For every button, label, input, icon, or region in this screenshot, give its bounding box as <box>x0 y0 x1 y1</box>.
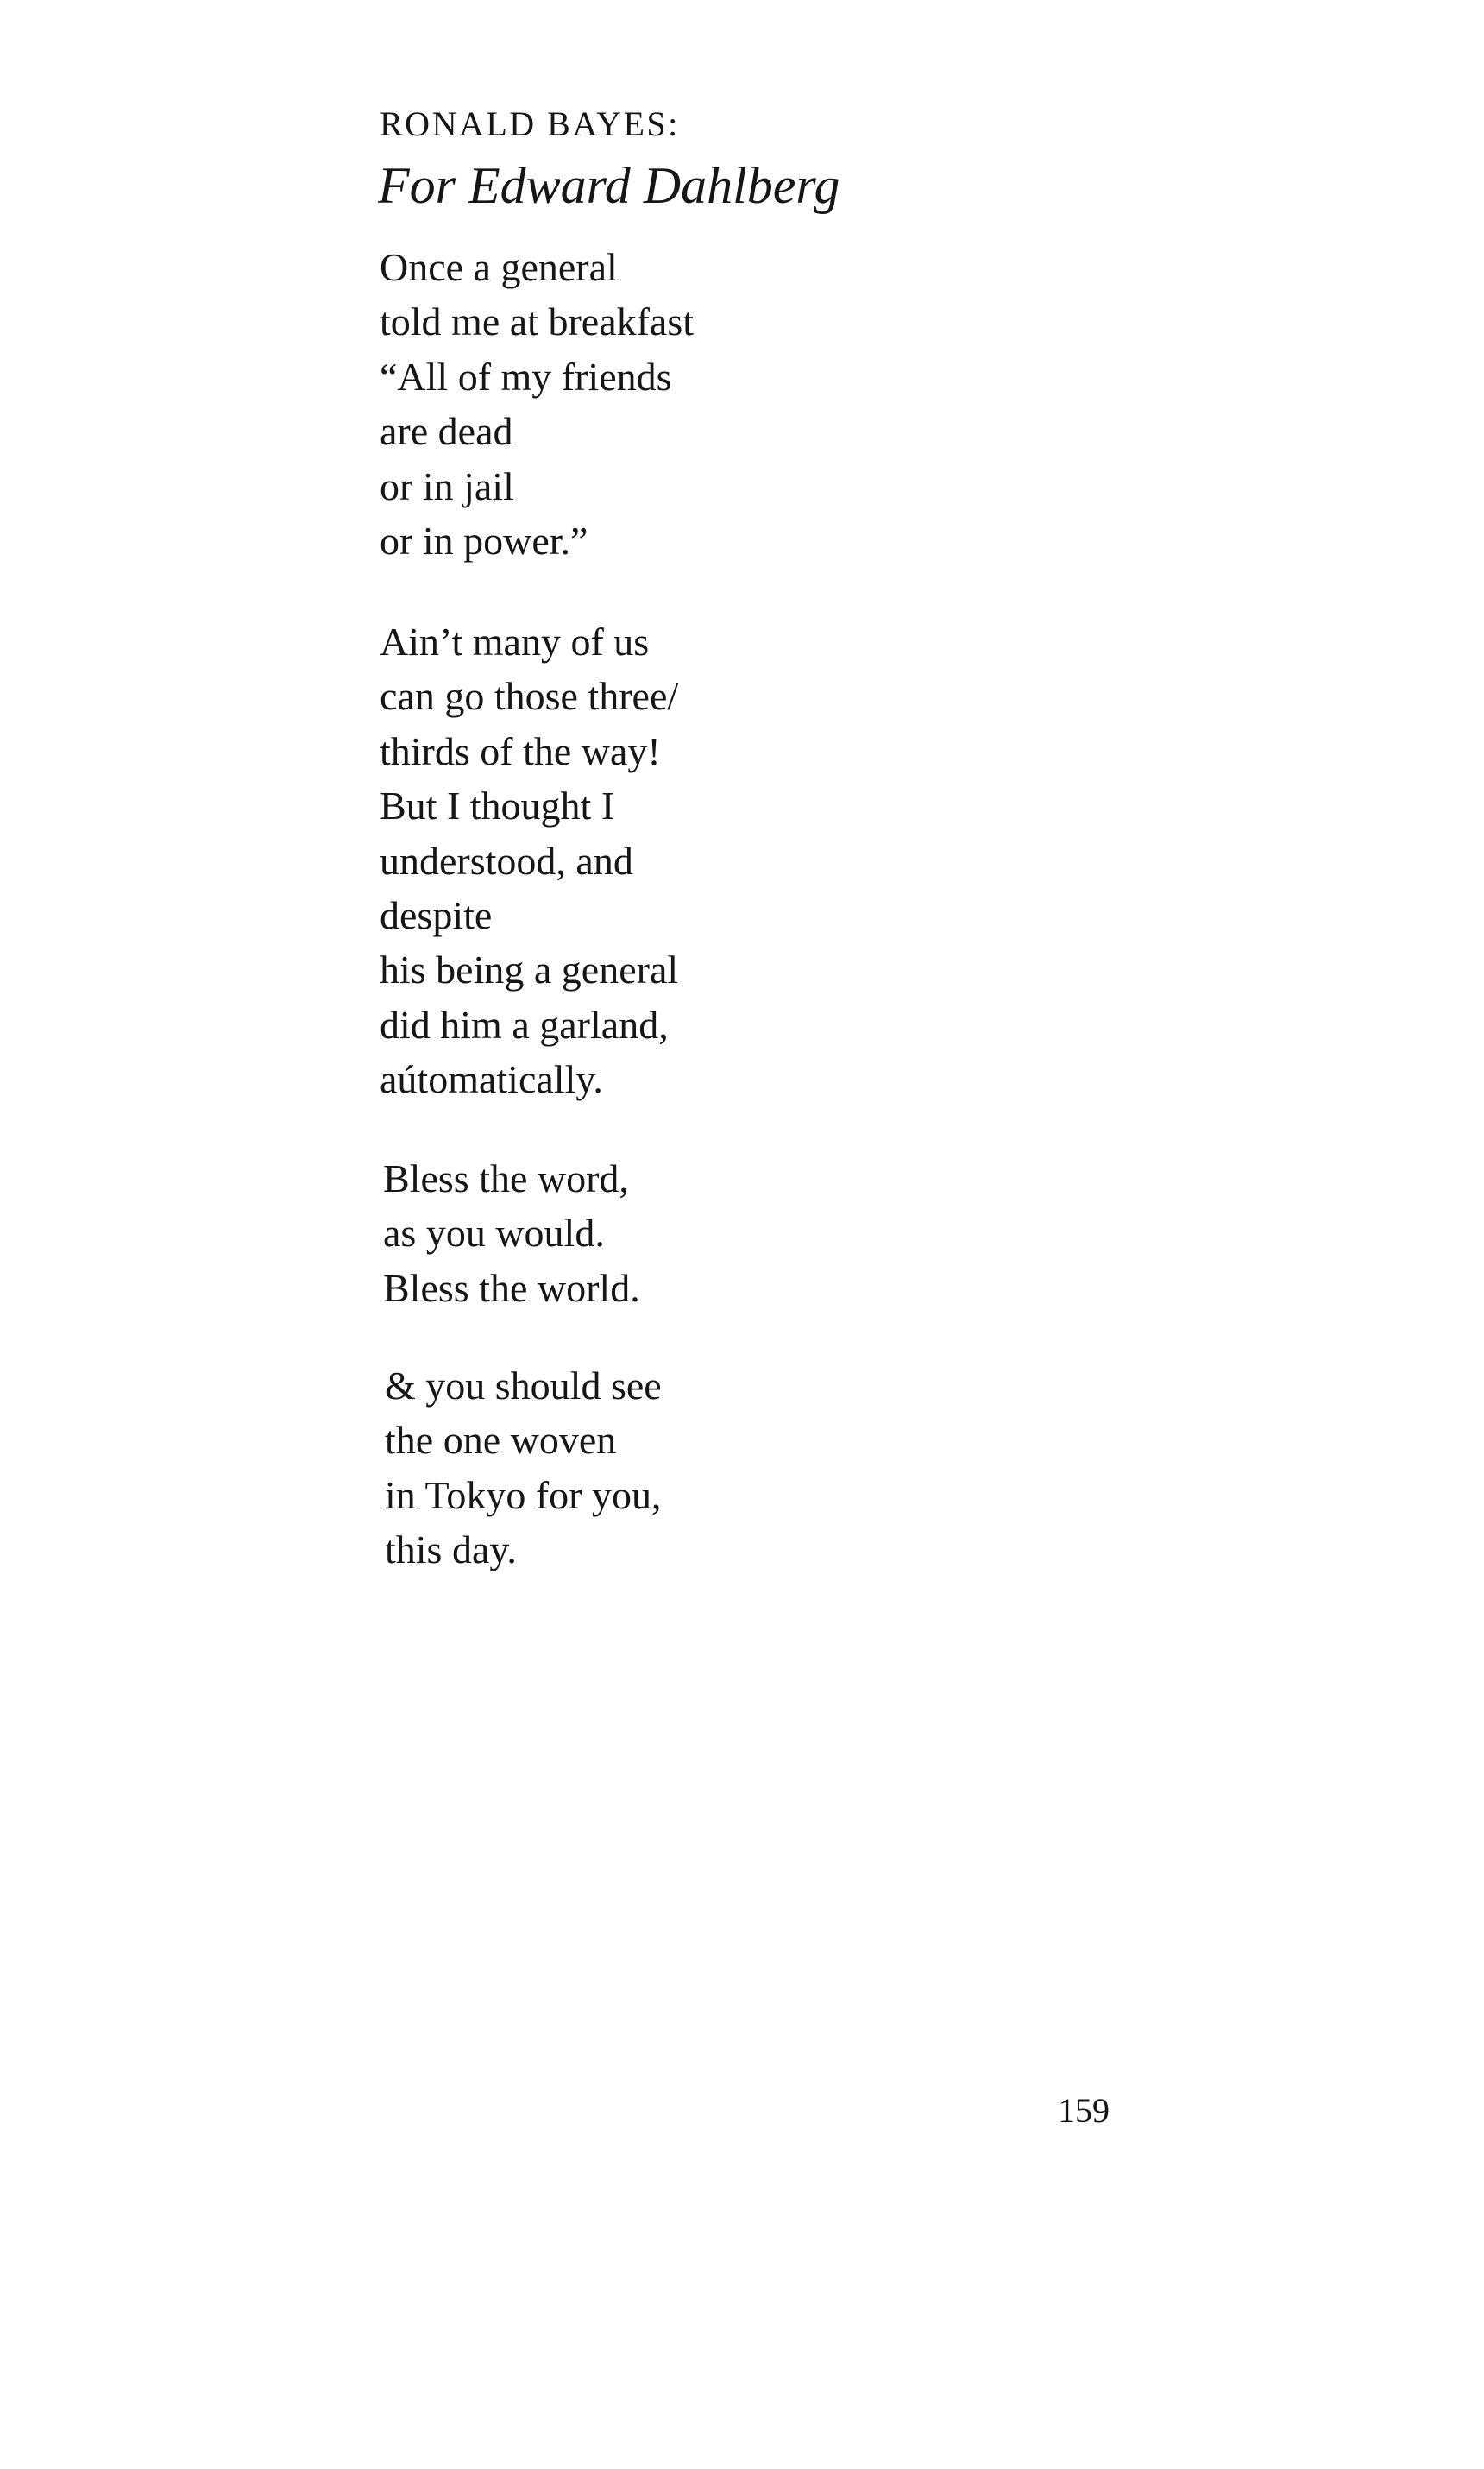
poem-line: Bless the world. <box>383 1265 640 1310</box>
poem-line: this day. <box>385 1527 517 1572</box>
poem-line: Bless the word, <box>383 1156 629 1200</box>
poem-line: thirds of the way! <box>380 728 661 773</box>
page-number: 159 <box>1058 2091 1110 2130</box>
poem-line: & you should see <box>385 1364 662 1408</box>
poem-line: or in power.” <box>380 518 588 563</box>
poem-line: “All of my friends <box>380 354 672 399</box>
author-heading: RONALD BAYES: <box>380 104 680 143</box>
poem-line: can go those three/ <box>380 674 679 719</box>
poem-line: understood, and <box>380 838 633 883</box>
poem-line: his being a general <box>380 948 679 992</box>
stanza-3 <box>383 1151 640 1315</box>
stanza-2 <box>380 614 678 1107</box>
poem-line: despite <box>380 892 493 937</box>
stanza-1 <box>380 240 694 568</box>
poem-line: are dead <box>380 409 513 454</box>
poem-line: did him a garland, <box>380 1002 669 1047</box>
stanza-4 <box>385 1358 662 1578</box>
poem-line: Once a general <box>380 245 618 289</box>
poem-line: in Tokyo for you, <box>385 1472 662 1517</box>
poem-line: or in jail <box>380 463 514 508</box>
poem-line: Ain’t many of us <box>380 620 650 664</box>
poem-line: aútomatically. <box>380 1057 603 1102</box>
poem-title: For Edward Dahlberg <box>378 157 840 214</box>
poem-line: as you would. <box>383 1211 605 1256</box>
poem-line: the one woven <box>385 1418 617 1463</box>
poem-line: told me at breakfast <box>380 299 695 344</box>
poem-line: But I thought I <box>380 784 615 828</box>
